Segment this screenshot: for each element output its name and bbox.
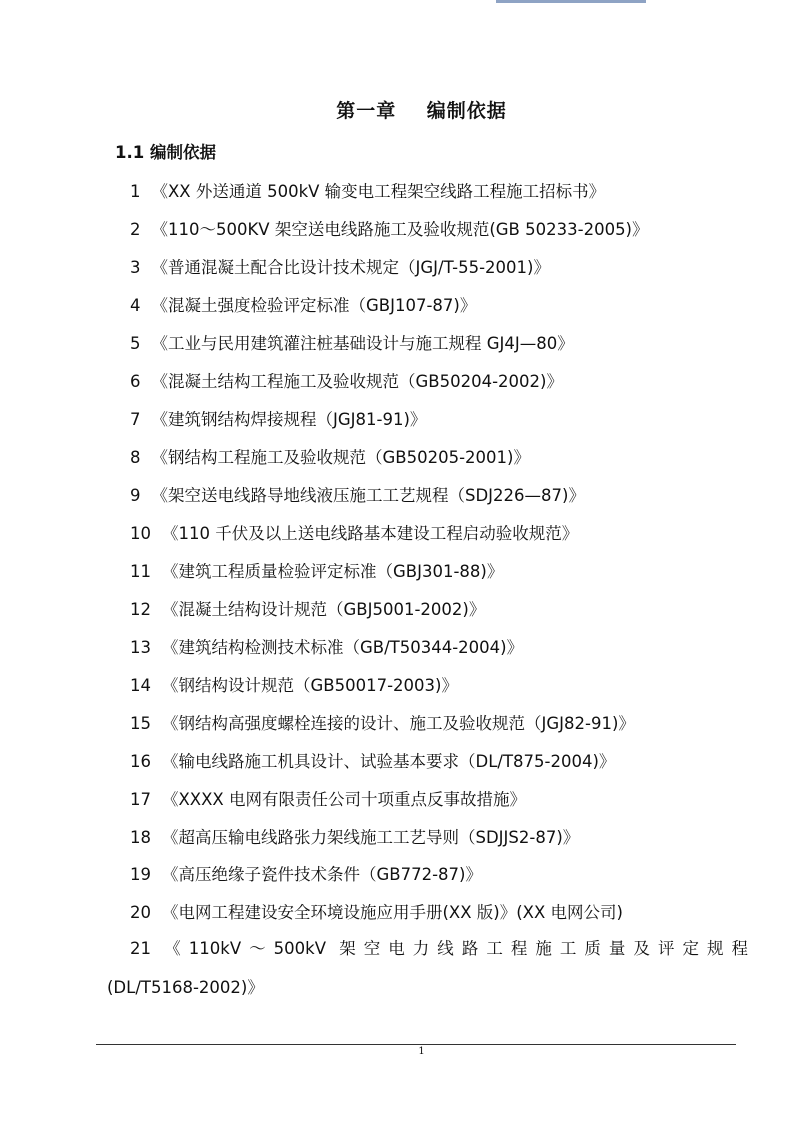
reference-item <box>130 178 605 202</box>
reference-item <box>130 596 485 620</box>
reference-item <box>130 254 550 278</box>
reference-item <box>130 292 476 316</box>
reference-item-wrapped-line2: (DL/T5168-2002)》 <box>107 978 264 997</box>
reference-text: 《混凝土强度检验评定标准（GBJ107-87)》 <box>151 296 477 315</box>
page-number: 1 <box>418 1046 425 1057</box>
reference-text: 《混凝土结构设计规范（GBJ5001-2002)》 <box>162 600 486 619</box>
reference-number: 18 <box>130 828 151 847</box>
header-strip <box>496 0 646 3</box>
reference-number: 13 <box>130 638 151 657</box>
reference-item <box>130 824 579 848</box>
reference-number: 15 <box>130 714 151 733</box>
reference-item <box>130 786 526 810</box>
reference-text: 《超高压输电线路张力架线施工工艺导则（SDJJS2-87)》 <box>162 828 580 847</box>
reference-number: 11 <box>130 562 151 581</box>
reference-number: 9 <box>130 486 141 505</box>
reference-number: 20 <box>130 903 151 922</box>
reference-item <box>130 861 482 885</box>
footer-divider <box>96 1044 736 1045</box>
reference-item <box>130 406 426 430</box>
reference-item <box>130 368 563 392</box>
reference-text: 《工业与民用建筑灌注桩基础设计与施工规程 GJ4J—80》 <box>151 334 574 353</box>
reference-item <box>130 748 615 772</box>
reference-text: 《电网工程建设安全环境设施应用手册(XX 版)》(XX 电网公司) <box>162 903 623 922</box>
reference-item <box>130 672 458 696</box>
reference-text: 《高压绝缘子瓷件技术条件（GB772-87)》 <box>162 865 482 884</box>
reference-text: 《架空送电线路导地线液压施工工艺规程（SDJ226—87)》 <box>151 486 585 505</box>
reference-text: 《XX 外送通道 500kV 输变电工程架空线路工程施工招标书》 <box>151 182 606 201</box>
reference-number: 3 <box>130 258 141 277</box>
reference-item <box>130 444 530 468</box>
reference-text: 《钢结构高强度螺栓连接的设计、施工及验收规范（JGJ82-91)》 <box>162 714 635 733</box>
reference-number: 7 <box>130 410 141 429</box>
reference-number: 1 <box>130 182 141 201</box>
reference-number: 17 <box>130 790 151 809</box>
reference-number: 6 <box>130 372 141 391</box>
reference-item <box>130 710 635 734</box>
section-heading: 1.1 编制依据 <box>115 143 216 162</box>
reference-item <box>130 330 574 354</box>
reference-number: 16 <box>130 752 151 771</box>
reference-number: 8 <box>130 448 141 467</box>
reference-item <box>130 482 585 506</box>
reference-text: 《普通混凝土配合比设计技术规定（JGJ/T-55-2001)》 <box>151 258 550 277</box>
reference-item-wrapped-line1 <box>130 935 748 959</box>
reference-number: 19 <box>130 865 151 884</box>
reference-number: 2 <box>130 220 141 239</box>
reference-item <box>130 216 649 240</box>
reference-text: 《输电线路施工机具设计、试验基本要求（DL/T875-2004)》 <box>162 752 616 771</box>
reference-text: 《建筑结构检测技术标准（GB/T50344-2004)》 <box>162 638 524 657</box>
reference-text: 《110～500KV 架空送电线路施工及验收规范(GB 50233-2005)》 <box>151 220 649 239</box>
reference-number: 12 <box>130 600 151 619</box>
reference-item <box>130 520 578 544</box>
reference-number: 21 <box>130 939 151 958</box>
reference-text: 《混凝土结构工程施工及验收规范（GB50204-2002)》 <box>151 372 563 391</box>
reference-item <box>130 899 623 923</box>
reference-text: 《钢结构设计规范（GB50017-2003)》 <box>162 676 458 695</box>
reference-text: 《钢结构工程施工及验收规范（GB50205-2001)》 <box>151 448 530 467</box>
reference-number: 10 <box>130 524 151 543</box>
reference-number: 14 <box>130 676 151 695</box>
reference-number: 4 <box>130 296 141 315</box>
chapter-title: 第一章 编制依据 <box>336 100 507 122</box>
reference-item <box>130 634 523 658</box>
reference-text: 《110kV～500kV 架空电力线路工程施工质量及评定规程 <box>164 939 748 958</box>
reference-number: 5 <box>130 334 141 353</box>
reference-text: 《110 千伏及以上送电线路基本建设工程启动验收规范》 <box>162 524 579 543</box>
reference-text: 《建筑钢结构焊接规程（JGJ81-91)》 <box>151 410 427 429</box>
reference-text: 《XXXX 电网有限责任公司十项重点反事故措施》 <box>162 790 526 809</box>
reference-item <box>130 558 503 582</box>
reference-text: 《建筑工程质量检验评定标准（GBJ301-88)》 <box>162 562 504 581</box>
